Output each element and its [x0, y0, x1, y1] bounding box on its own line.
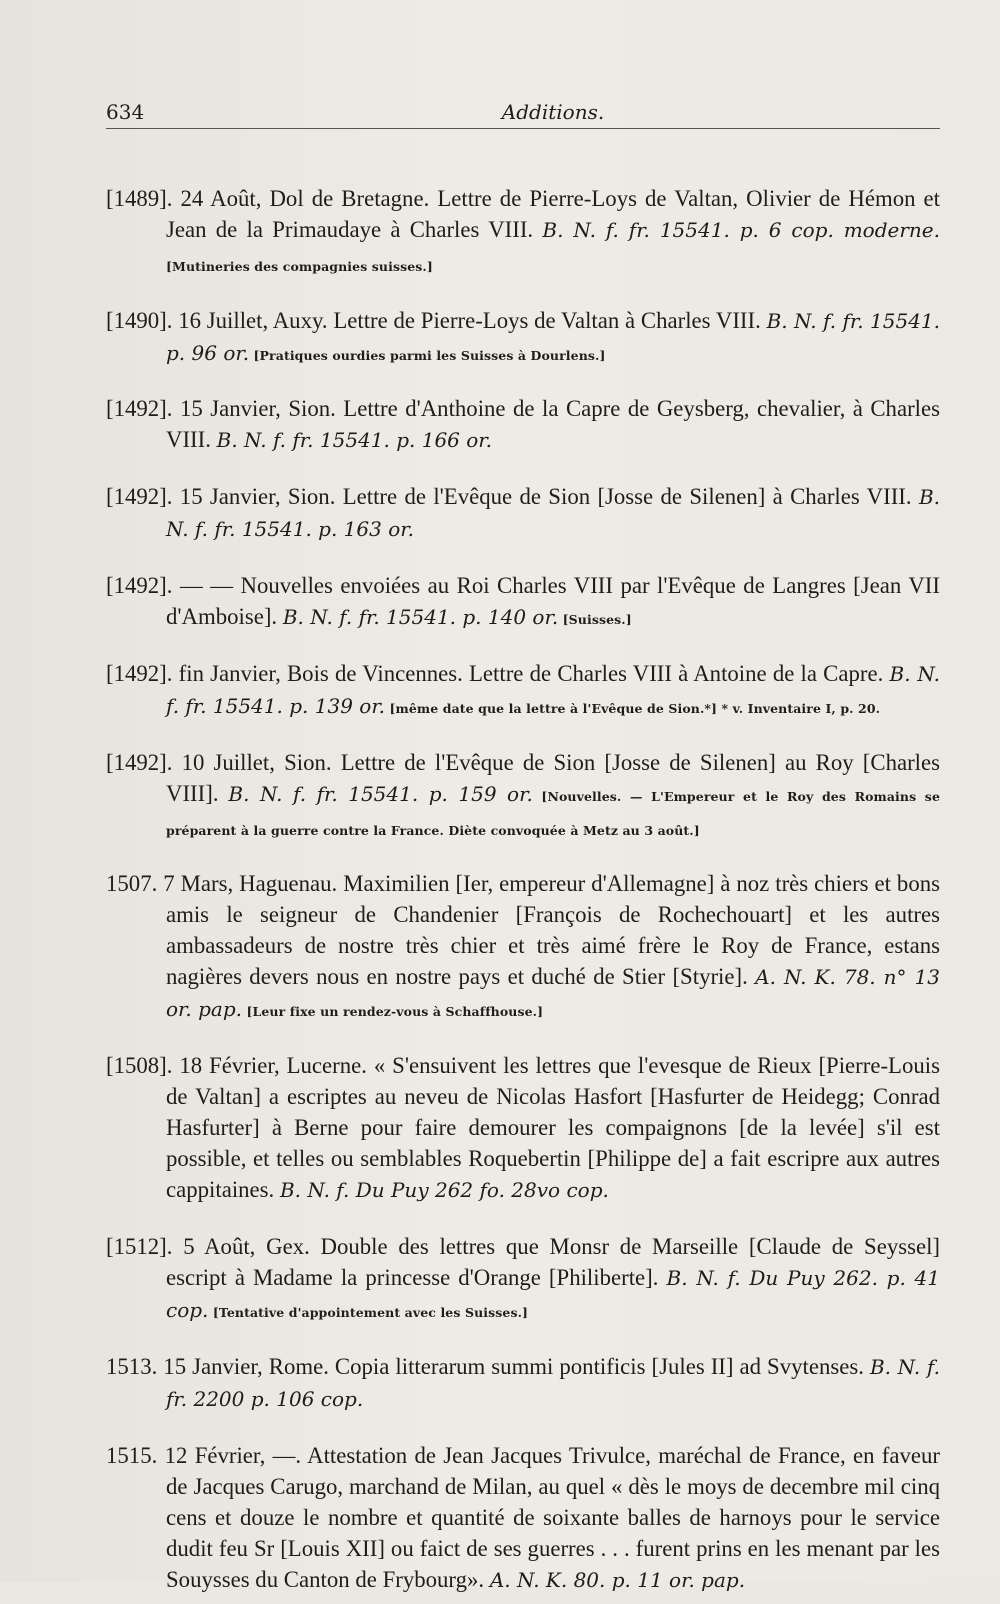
editor-note: [même date que la lettre à l'Evêque de Sion.*] * v. Inventaire I, p. 20.: [385, 700, 881, 716]
entry: [1490]. 16 Juillet, Auxy. Lettre de Pierre-Loys de Valtan à Charles VIII. B. N. f. fr. 15541. p. 96 or. [Pratiques ourdies parmi les Suisses à Dourlens.]: [106, 307, 940, 365]
entry: [1512]. 5 Août, Gex. Double des lettres que Monsr de Marseille [Claude de Seyssel] escript à Madame la princesse d'Orange [Philiberte]. B. N. f. Du Puy 262. p. 41 cop. [Tentative d'appointement avec les Suisses.]: [106, 1233, 941, 1322]
entry: [1492]. 15 Janvier, Sion. Lettre d'Anthoine de la Capre de Geysberg, chevalier, à Charles VIII. B. N. f. fr. 15541. p. 166 or.: [106, 396, 940, 453]
page-number: 634: [106, 100, 145, 124]
source-reference: B. N. f. fr. 2200 p. 106 cop.: [166, 1354, 940, 1411]
entry: [1492]. 15 Janvier, Sion. Lettre de l'Evêque de Sion [Josse de Silenen] à Charles VIII. B. N. f. fr. 15541. p. 163 or.: [106, 484, 940, 542]
source-reference: B. N. f. fr. 15541. p. 139 or.: [166, 661, 940, 718]
page-header: [106, 100, 940, 129]
editor-note: [Tentative d'appointement avec les Suisses.]: [208, 1304, 529, 1320]
source-reference: A. N. K. 78. n° 13 or. pap.: [166, 965, 940, 1022]
entry: [1489]. 24 Août, Dol de Bretagne. Lettre de Pierre-Loys de Valtan, Olivier de Hémon et Jean de la Primaudaye à Charles VIII. B. N. f. fr. 15541. p. 6 cop. moderne. [Mutineries des compagnies suisses.]: [106, 185, 940, 274]
editor-note: [Leur fixe un rendez-vous à Schaffhouse.]: [242, 1004, 544, 1020]
editor-note: [Pratiques ourdies parmi les Suisses à Dourlens.]: [249, 347, 606, 363]
entry: 1513. 15 Janvier, Rome. Copia litterarum summi pontificis [Jules II] ad Svytenses. B. N. f. fr. 2200 p. 106 cop.: [106, 1353, 940, 1411]
source-reference: B. N. f. Du Puy 262 fo. 28vo cop.: [279, 1178, 609, 1203]
editor-note: [Suisses.]: [558, 611, 632, 627]
source-reference: B. N. f. fr. 15541. p. 166 or.: [216, 428, 493, 453]
entry: [1492]. 10 Juillet, Sion. Lettre de l'Evêque de Sion [Josse de Silenen] au Roy [Charles VIII]. B. N. f. fr. 15541. p. 159 or. [Nouvelles. — L'Empereur et le Roy des Romains se préparent à la guerre contre la France. Diète convoquée à Metz au 3 août.]: [106, 749, 941, 838]
editor-note: [Mutineries des compagnies suisses.]: [166, 258, 433, 274]
entry: 1515. 12 Février, —. Attestation de Jean Jacques Trivulce, maréchal de France, en faveur de Jacques Carugo, marchand de Milan, au quel « dès le moys de decembre mil cinq cens et douze le nombre et quantité de soixante balles de harnoys pour le service dudit feu Sr [Louis XII] ou faict de ses guerres . . . furent prins en les menant par les Souysses du Canton de Frybourg». A. N. K. 80. p. 11 or. pap.: [106, 1442, 940, 1592]
entry: 1507. 7 Mars, Haguenau. Maximilien [Ier, empereur d'Allemagne] à noz très chiers et bons amis le seigneur de Chandenier [François de Rochechouart] et les autres ambassadeurs de nostre très chier et très aimé frère le Roy de France, estans nagières devers nous en nostre pays et duché de Stier [Styrie]. A. N. K. 78. n° 13 or. pap. [Leur fixe un rendez-vous à Schaffhouse.]: [106, 871, 940, 1022]
source-reference: B. N. f. fr. 15541. p. 96 or.: [166, 308, 940, 365]
editor-note: [Nouvelles. — L'Empereur et le Roy des Romains se préparent à la guerre contre la France. Diète convoquée à Metz au 3 août.]: [166, 788, 941, 838]
source-reference: A. N. K. 80. p. 11 or. pap.: [489, 1567, 746, 1592]
entry: [1492]. fin Janvier, Bois de Vincennes. Lettre de Charles VIII à Antoine de la Capre. B. N. f. fr. 15541. p. 139 or. [même date que la lettre à l'Evêque de Sion.*] * v. Inventaire I, p. 20.: [106, 660, 940, 718]
source-reference: B. N. f. fr. 15541. p. 6 cop. moderne.: [542, 217, 940, 242]
source-reference: B. N. f. fr. 15541. p. 159 or.: [228, 781, 533, 806]
running-title: Additions.: [501, 100, 605, 124]
entries-list: [106, 160, 940, 1604]
entry: [1492]. — — Nouvelles envoiées au Roi Charles VIII par l'Evêque de Langres [Jean VII d'Amboise]. B. N. f. fr. 15541. p. 140 or. [Suisses.]: [106, 572, 940, 629]
source-reference: B. N. f. Du Puy 262. p. 41 cop.: [166, 1265, 941, 1322]
source-reference: B. N. f. fr. 15541. p. 140 or.: [282, 604, 559, 629]
entry: [1508]. 18 Février, Lucerne. « S'ensuivent les lettres que l'evesque de Rieux [Pierre-Louis de Valtan] a escriptes au neveu de Nicolas Hasfort [Hasfurter de Heidegg; Conrad Hasfurter] à Berne pour faire demourer les compaignons [de la levée] s'il est possible, et telles ou semblables Roquebertin [Philippe de] a fait escripre aux autres cappitaines. B. N. f. Du Puy 262 fo. 28vo cop.: [106, 1053, 940, 1203]
source-reference: B. N. f. fr. 15541. p. 163 or.: [166, 485, 940, 542]
